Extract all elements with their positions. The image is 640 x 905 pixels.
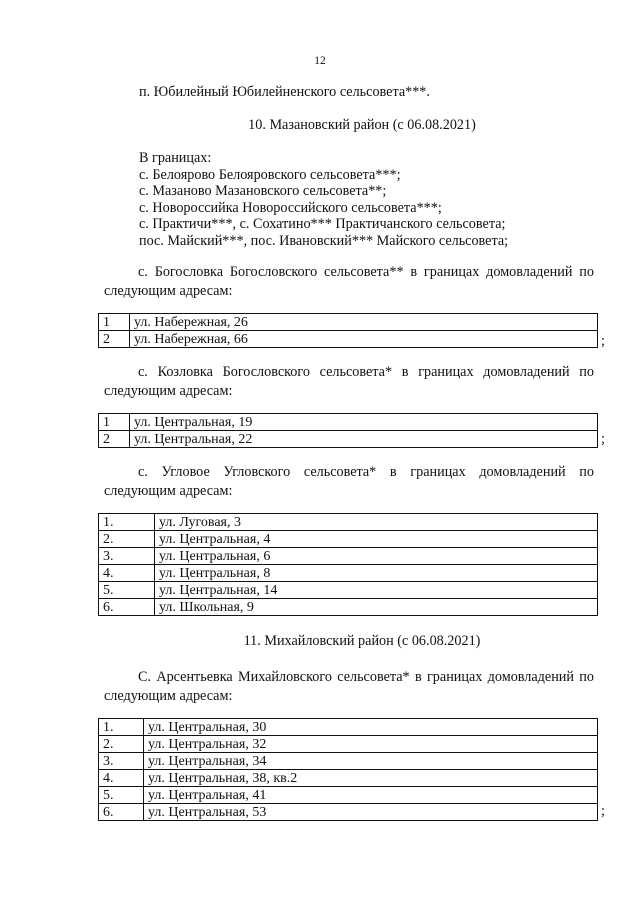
settlement-line: п. Юбилейный Юбилейненского сельсовета***. (139, 84, 430, 100)
border-item: пос. Майский***, пос. Ивановский*** Майского сельсовета; (139, 232, 509, 249)
table-row: 2 ул. Центральная, 22 (99, 431, 598, 448)
paragraph-arsentevka: С. Арсентьевка Михайловского сельсовета* в границах домовладений по следующим адресам: (104, 669, 594, 704)
table-row: 3. ул. Центральная, 34 (99, 753, 598, 770)
paragraph-kozlovka: с. Козловка Богословского сельсовета* в границах домовладений по следующим адресам: (104, 364, 594, 399)
section-10-title: 10. Мазановский район (с 06.08.2021) (248, 117, 476, 133)
address-table-bogoslovka (98, 313, 598, 348)
semicolon: ; (601, 431, 605, 447)
semicolon: ; (601, 333, 605, 349)
section-11-title: 11. Михайловский район (с 06.08.2021) (243, 633, 481, 649)
table-row: 1. ул. Центральная, 30 (99, 719, 598, 736)
table-row: 6. ул. Центральная, 53 (99, 804, 598, 821)
border-item: с. Новороссийка Новороссийского сельсовета***; (139, 199, 442, 216)
borders-list (139, 150, 508, 249)
table-row: 2 ул. Набережная, 66 (99, 331, 598, 348)
table-row: 1. ул. Луговая, 3 (99, 514, 598, 531)
table-row: 5. ул. Центральная, 41 (99, 787, 598, 804)
address-table-arsentevka (98, 718, 598, 821)
table-row: 4. ул. Центральная, 8 (99, 565, 598, 582)
page-number: 12 (314, 55, 326, 67)
table-row: 6. ул. Школьная, 9 (99, 599, 598, 616)
table-row: 2. ул. Центральная, 4 (99, 531, 598, 548)
border-item: с. Практичи***, с. Сохатино*** Практичанского сельсовета; (139, 216, 506, 232)
paragraph-bogoslovka: с. Богословка Богословского сельсовета** в границах домовладений по следующим адресам: (104, 264, 594, 299)
table-row: 1 ул. Набережная, 26 (99, 314, 598, 331)
table-row: 5. ул. Центральная, 14 (99, 582, 598, 599)
address-table-uglovoe (98, 513, 598, 616)
table-row: 3. ул. Центральная, 6 (99, 548, 598, 565)
borders-intro: В границах: (139, 150, 212, 166)
address-table-kozlovka (98, 413, 598, 448)
table-row: 4. ул. Центральная, 38, кв.2 (99, 770, 598, 787)
semicolon: ; (601, 803, 605, 819)
border-item: с. Мазаново Мазановского сельсовета**; (139, 183, 387, 199)
border-item: с. Белоярово Белояровского сельсовета***; (139, 166, 401, 183)
paragraph-uglovoe: с. Угловое Угловского сельсовета* в границах домовладений по следующим адресам: (104, 464, 594, 499)
table-row: 2. ул. Центральная, 32 (99, 736, 598, 753)
table-row: 1 ул. Центральная, 19 (99, 414, 598, 431)
